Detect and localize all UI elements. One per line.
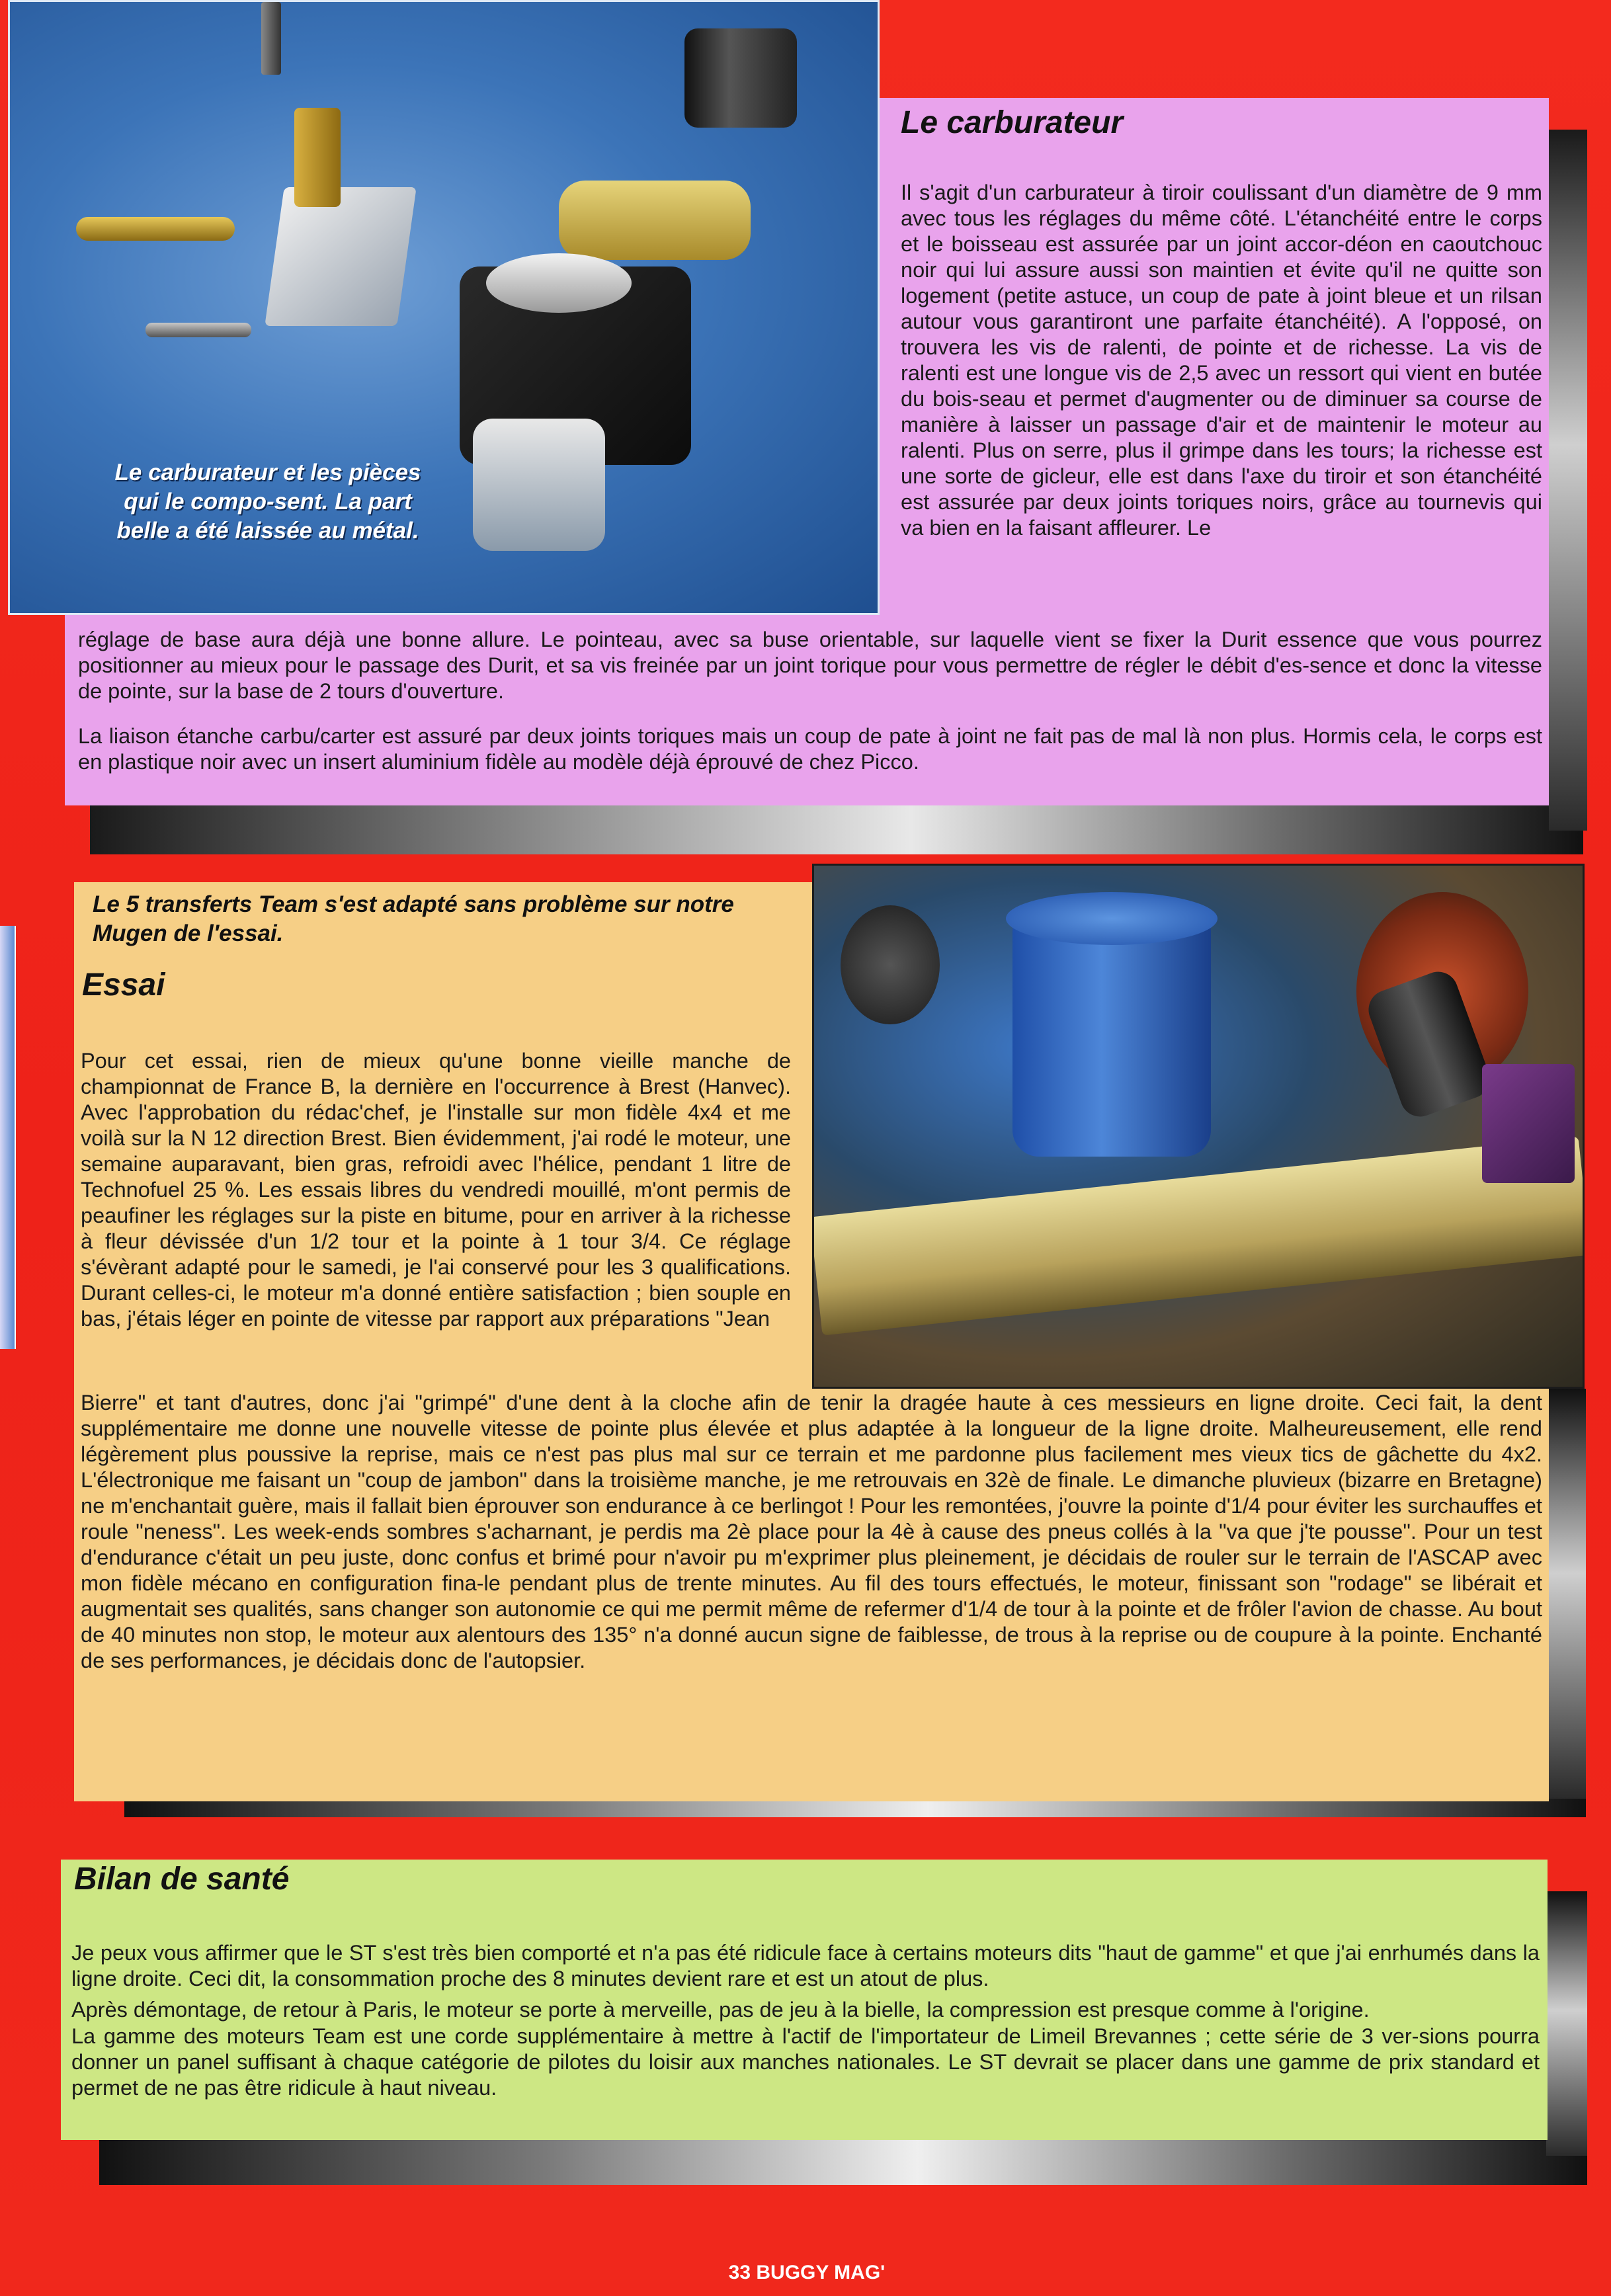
bilan-panel-shadow bbox=[99, 2137, 1587, 2185]
carburetor-panel-side bbox=[1549, 130, 1587, 831]
carburetor-panel-shadow bbox=[90, 801, 1583, 854]
carburetor-text-bottom: réglage de base aura déjà une bonne allure. Le pointeau, avec sa buse orientable, sur laquelle vient se fixer la Durit essence que vous pourrez positionner au mieux pour le passage des Durit, et sa vis freinée par un joint torique pour vous permettre de régler le débit d'es-sence et donc la vitesse de pointe, sur la base de 2 tours d'ouverture. bbox=[78, 628, 1542, 703]
engine-photo-caption: Le 5 transferts Team s'est adapté sans problème sur notre Mugen de l'essai. bbox=[93, 891, 734, 946]
carburetor-text-bottom-2: La liaison étanche carbu/carter est assuré par deux joints toriques mais un coup de pate à joint ne fait pas de mal là non plus. Hormis cela, le corps est en plastique noir avec un insert aluminium fidèle au modèle déjà éprouvé de chez Picco. bbox=[78, 724, 1542, 774]
left-photo-edge bbox=[0, 926, 16, 1349]
carburetor-photo-caption: Le carburateur et les pièces qui le compo-sent. La part belle a été laissée au métal. bbox=[114, 460, 421, 544]
carburetor-text-top: Il s'agit d'un carburateur à tiroir coulissant d'un diamètre de 9 mm avec tous les réglages du même côté. L'étanchéité entre le corps et le boisseau est assurée par un joint accor-déon en caoutchouc noir qui lui assure aussi son maintien et évite qu'il ne quitte son logement (petite astuce, un coup de pate à joint bleue et un rilsan autour vous garantiront une parfaite étanchéité). A l'opposé, on trouvera les vis de ralenti, de pointe et de richesse. La vis de ralenti est une longue vis de 2,5 avec un ressort qui vient en butée du bois-seau et permet d'augmenter ou de diminuer sa course de manière à laisser un passage d'air et de maintenir le moteur au ralenti. Plus on serre, plus il grimpe dans les tours; la richesse est une sorte de gicleur, elle est dans l'axe du tiroir et son étanchéité est assurée par deux joints toriques noirs, grâce au tournevis qui va bien en la faisant affleurer. Le bbox=[901, 181, 1542, 540]
page-footer: 33 BUGGY MAG' bbox=[728, 2262, 886, 2283]
essai-panel-side bbox=[1549, 1389, 1586, 1799]
essai-text-left: Pour cet essai, rien de mieux qu'une bonne vieille manche de championnat de France B, la dernière en l'occurrence à Brest (Hanvec). Avec l'approbation du rédac'chef, je l'installe sur mon fidèle 4x4 et me voilà sur la N 12 direction Brest. Bien évidemment, j'ai rodé le moteur, une semaine auparavant, bien gras, refroidi avec l'hélice, pendant 1 litre de Technofuel 25 %. Les essais libres du vendredi mouillé, m'ont permis de peaufiner les réglages sur la piste en bitume, pour en arriver à la richesse à fleur dévissée d'un 1/2 tour et la pointe à 1 tour 3/4. Ce réglage s'évèrant adapté pour le samedi, je l'ai conservé pour les 3 qualifications. Durant celles-ci, le moteur m'a donné entière satisfaction ; bien souple en bas, j'étais léger en pointe de vitesse par rapport aux préparations "Jean bbox=[81, 1049, 791, 1331]
bilan-paragraph-3: La gamme des moteurs Team est une corde supplémentaire à mettre à l'actif de l'importateur de Limeil Brevannes ; cette série de 3 ver-sions pourra donner un panel suffisant à chaque catégorie de pilotes du loisir aux manches nationales. Le ST devrait se placer dans une gamme de prix standard et permet de ne pas être ridicule à haut niveau. bbox=[71, 2024, 1540, 2100]
carburetor-parts-photo bbox=[8, 0, 880, 615]
bilan-paragraph-2: Après démontage, de retour à Paris, le moteur se porte à merveille, pas de jeu à la bielle, la compression est presque comme à l'origine. bbox=[71, 1998, 1370, 2022]
essai-heading: Essai bbox=[82, 967, 165, 1003]
engine-on-buggy-photo bbox=[812, 864, 1585, 1389]
bilan-paragraph-1: Je peux vous affirmer que le ST s'est très bien comporté et n'a pas été ridicule face à certains moteurs dits "haut de gamme" et que j'ai enrhumés dans la ligne droite. Ceci dit, la consommation proche des 8 minutes devient rare et est un atout de plus. bbox=[71, 1941, 1540, 1990]
bilan-panel-side bbox=[1546, 1891, 1587, 2156]
bilan-heading: Bilan de santé bbox=[74, 1862, 290, 1897]
essai-text-bottom: Bierre" et tant d'autres, donc j'ai "grimpé" d'une dent à la cloche afin de tenir la dragée haute à ces messieurs en ligne droite. Ceci fait, la dent supplémentaire me donne une nouvelle vitesse de pointe plus élevée et plus adaptée à la longueur de la ligne droite. Malheureusement, elle rend légèrement plus poussive la reprise, mais ce n'est pas plus mal sur ce terrain et me pardonne plus facilement mes vieux tics de gâchette du 4x2. L'électronique me faisant un "coup de jambon" dans la troisième manche, je me retrouvais en 32è de finale. Le dimanche pluvieux (bizarre en Bretagne) ne m'enchantait guère, mais il fallait bien éprouver son endurance à ce berlingot ! Pour les remontées, j'ouvre la pointe d'1/4 pour éviter les surchauffes et roule "neness". Les week-ends sombres s'acharnant, je perdis ma 2è place pour la 4è à cause des pneus collés à la "va que j'te pousse". Pour un test d'endurance c'était un peu juste, donc confus et brimé pour n'avoir pu m'exprimer plus pleinement, je décidais de rouler sur le terrain de l'ASCAP avec mon fidèle mécano en configuration fina-le pendant plus de trente minutes. Au fil des tours effectués, le moteur, finissant son "rodage" se libérait et augmentait ses qualités, sans changer son autonomie ce qui me permit même de refermer d'1/4 de tour à la pointe et de frôler l'avion de chasse. Au bout de 40 minutes non stop, le moteur aux alentours des 135° n'a donné aucun signe de faiblesse, de trous à la reprise ou de coupure à la pointe. Enchanté de ses performances, je décidais donc de l'autopsier. bbox=[81, 1391, 1542, 1672]
carburetor-heading: Le carburateur bbox=[901, 105, 1124, 140]
